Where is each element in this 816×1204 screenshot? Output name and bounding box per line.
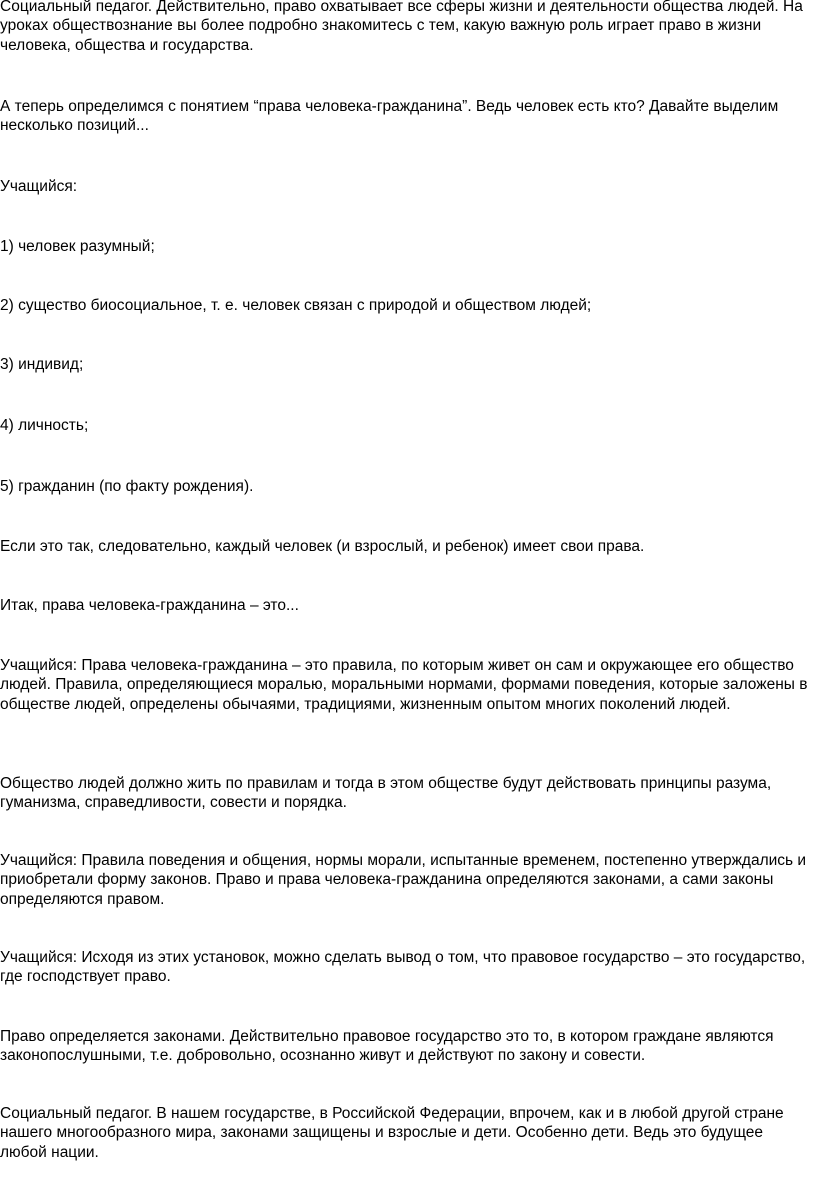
paragraph-5: 2) существо биосоциальное, т. е. человек связан с природой и обществом людей;	[0, 297, 592, 314]
paragraph-10: Итак, права человека-гражданина – это...	[0, 597, 299, 614]
paragraph-1: Социальный педагог. Действительно, право охватывает все сферы жизни и деятельности общества людей. На уроках обществознание вы более подробно знакомитесь с тем, какую важную роль играет право в жизни человека, общества и государства.	[0, 0, 803, 54]
paragraph-3: Учащийся:	[0, 178, 78, 195]
paragraph-4: 1) человек разумный;	[0, 238, 155, 255]
paragraph-15: Право определяется законами. Действительно правовое государство это то, в котором граждане являются законопослушными, т.е. добровольно, осознанно живут и действуют по закону и совести.	[0, 1028, 774, 1065]
paragraph-16: Социальный педагог. В нашем государстве, в Российской Федерации, впрочем, как и в любой другой стране нашего многообразного мира, законами защищены и взрослые и дети. Особенно дети. Ведь это будущее любой нации.	[0, 1105, 784, 1161]
paragraph-14: Учащийся: Исходя из этих установок, можно сделать вывод о том, что правовое государство – это государство, где господствует право.	[0, 949, 806, 986]
paragraph-2: А теперь определимся с понятием “права человека-гражданина”. Ведь человек есть кто? Давайте выделим несколько позиций...	[0, 98, 779, 135]
paragraph-9: Если это так, следовательно, каждый человек (и взрослый, и ребенок) имеет свои права.	[0, 538, 645, 555]
paragraph-13: Учащийся: Правила поведения и общения, нормы морали, испытанные временем, постепенно утверждались и приобретали форму законов. Право и права человека-гражданина определяются законами, а сами законы определяются правом.	[0, 852, 807, 908]
paragraph-11: Учащийся: Права человека-гражданина – это правила, по которым живет он сам и окружающее его общество людей. Правила, определяющиеся моралью, моральными нормами, формами поведения, которые заложены в обществе людей, определены обычаями, традициями, жизненным опытом многих поколений людей.	[0, 657, 808, 713]
paragraph-6: 3) индивид;	[0, 356, 84, 373]
paragraph-8: 5) гражданин (по факту рождения).	[0, 478, 254, 495]
paragraph-7: 4) личность;	[0, 417, 89, 434]
paragraph-12: Общество людей должно жить по правилам и тогда в этом обществе будут действовать принципы разума, гуманизма, справедливости, совести и порядка.	[0, 775, 772, 812]
